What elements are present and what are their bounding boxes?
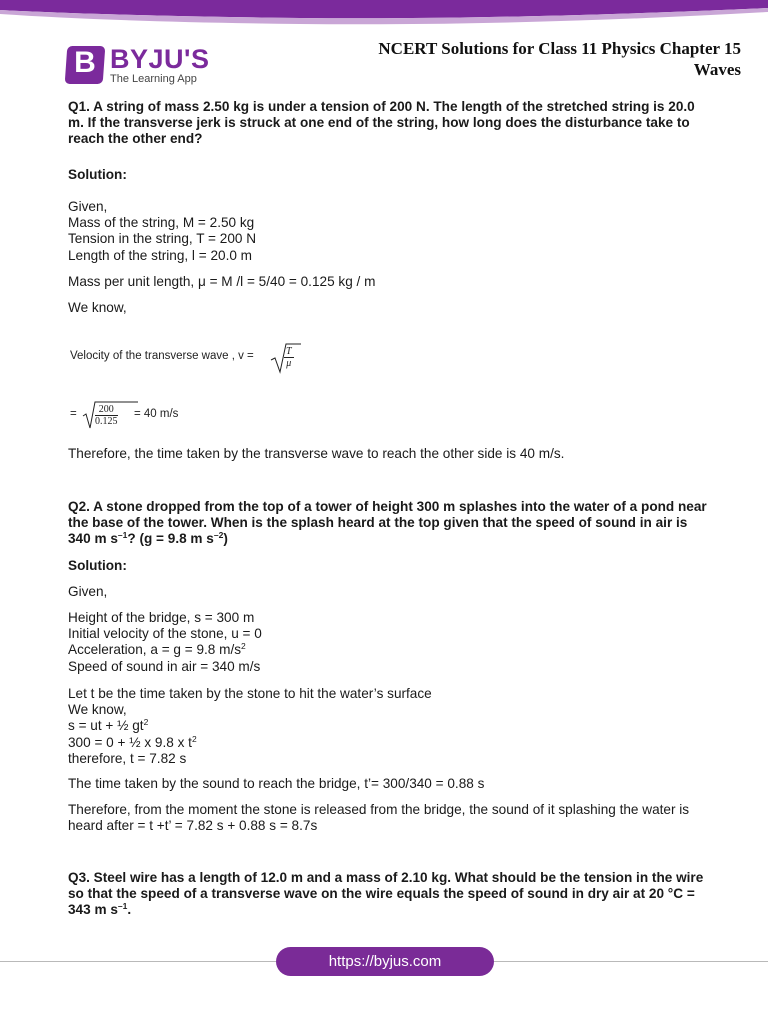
q2-eq-b bbox=[68, 735, 708, 751]
q1-given-1: Mass of the string, M = 2.50 kg bbox=[68, 215, 255, 231]
q1-given-2: Tension in the string, T = 200 N bbox=[68, 231, 257, 247]
q2-speed-sound: Speed of sound in air = 340 m/s bbox=[68, 658, 261, 674]
q2-question-part-a: Q2. A stone dropped from the top of a tower of height 300 m splashes into the water of a pond near the base of the tower. When is the splash heard at the top given that the speed of sound in air is 340 m s bbox=[68, 499, 707, 547]
eq1-text: Velocity of the transverse wave , v = bbox=[70, 350, 254, 362]
q2-eq-a-sup: 2 bbox=[143, 717, 149, 728]
logo-badge-letter: B bbox=[74, 46, 96, 79]
q1-solution-label: Solution: bbox=[68, 167, 127, 182]
q2-height: Height of the bridge, s = 300 m bbox=[68, 610, 255, 625]
eq2-result: = 40 m/s bbox=[134, 408, 179, 420]
q1-mass-per-length: Mass per unit length, μ = M /l = 5/40 = 0.125 kg / m bbox=[68, 274, 376, 289]
q2-acceleration-sup: 2 bbox=[241, 641, 246, 652]
q3-question-part-a: Q3. Steel wire has a length of 12.0 m and a mass of 2.10 kg. What should be the tension in the wire so that the speed of a transverse wave on the wire equals the speed of sound in dry air at 20 °C = 343 m s bbox=[68, 870, 704, 918]
q3-question bbox=[68, 870, 708, 919]
q2-conclusion: Therefore, from the moment the stone is released from the bridge, the sound of it splashing the water is heard after = t +t’ = 7.82 s + 0.88 s = 8.7s bbox=[68, 802, 690, 834]
q1-given-0: Given, bbox=[68, 199, 108, 214]
q2-solution-label: Solution: bbox=[68, 558, 127, 573]
q2-acceleration bbox=[68, 642, 708, 658]
page-title bbox=[321, 38, 741, 80]
q1-equation-result bbox=[70, 400, 270, 432]
q2-eq-b-sup: 2 bbox=[191, 733, 197, 744]
page-title-line1: NCERT Solutions for Class 11 Physics Chapter 15 bbox=[378, 39, 741, 58]
page-title-line2: Waves bbox=[693, 60, 741, 79]
q1-given-3: Length of the string, l = 20.0 m bbox=[68, 247, 253, 263]
footer-rule-right bbox=[494, 961, 768, 962]
q2-eq-a bbox=[68, 718, 708, 734]
q3-question-part-b: . bbox=[127, 902, 132, 918]
q1-question: Q1. A string of mass 2.50 kg is under a tension of 200 N. The length of the stretched string is 20.0 m. If the transverse jerk is struck at one end of the string, how long does the disturbance take to reach the other end? bbox=[68, 99, 695, 147]
q2-question-sup2: –2 bbox=[213, 530, 224, 541]
eq2-prefix: = bbox=[70, 408, 77, 420]
q1-given-block bbox=[68, 199, 708, 264]
q2-sound-time: The time taken by the sound to reach the bridge, t’= 300/340 = 0.88 s bbox=[68, 776, 485, 791]
logo-tagline: The Learning App bbox=[110, 73, 197, 85]
q2-acceleration-text: Acceleration, a = g = 9.8 m/s bbox=[68, 642, 242, 658]
q2-given: Given, bbox=[68, 584, 108, 599]
q2-question-part-b: ? (g = 9.8 m s bbox=[127, 531, 214, 547]
eq1-fraction bbox=[284, 346, 294, 369]
q2-eq-a-text: s = ut + ½ gt bbox=[68, 718, 144, 734]
q2-given-block bbox=[68, 610, 708, 675]
byjus-logo bbox=[66, 44, 210, 90]
eq1-denominator: μ bbox=[286, 358, 292, 369]
q1-equation-velocity bbox=[70, 342, 330, 376]
q2-eq-c: therefore, t = 7.82 s bbox=[68, 750, 187, 766]
q2-we-know: We know, bbox=[68, 702, 127, 718]
q1-we-know: We know, bbox=[68, 300, 127, 315]
eq1-numerator: T bbox=[286, 346, 292, 357]
q3-question-sup: –1 bbox=[117, 901, 128, 912]
q2-initial-velocity: Initial velocity of the stone, u = 0 bbox=[68, 626, 262, 642]
top-banner bbox=[0, 0, 768, 26]
q2-question bbox=[68, 499, 708, 548]
eq2-denominator: 0.125 bbox=[95, 416, 118, 427]
q2-let-t: Let t be the time taken by the stone to hit the water’s surface bbox=[68, 686, 432, 701]
logo-wordmark: BYJU'S bbox=[110, 44, 210, 74]
eq2-fraction bbox=[95, 404, 118, 427]
eq2-numerator: 200 bbox=[95, 404, 118, 416]
q2-derivation-block bbox=[68, 686, 708, 767]
q2-eq-b-text: 300 = 0 + ½ x 9.8 x t bbox=[68, 734, 192, 750]
footer-url-link[interactable]: https://byjus.com bbox=[328, 953, 442, 970]
q1-conclusion: Therefore, the time taken by the transverse wave to reach the other side is 40 m/s. bbox=[68, 446, 565, 461]
footer-rule-left bbox=[0, 961, 276, 962]
q2-question-part-c: ) bbox=[223, 531, 228, 547]
q2-question-sup1: –1 bbox=[117, 530, 128, 541]
